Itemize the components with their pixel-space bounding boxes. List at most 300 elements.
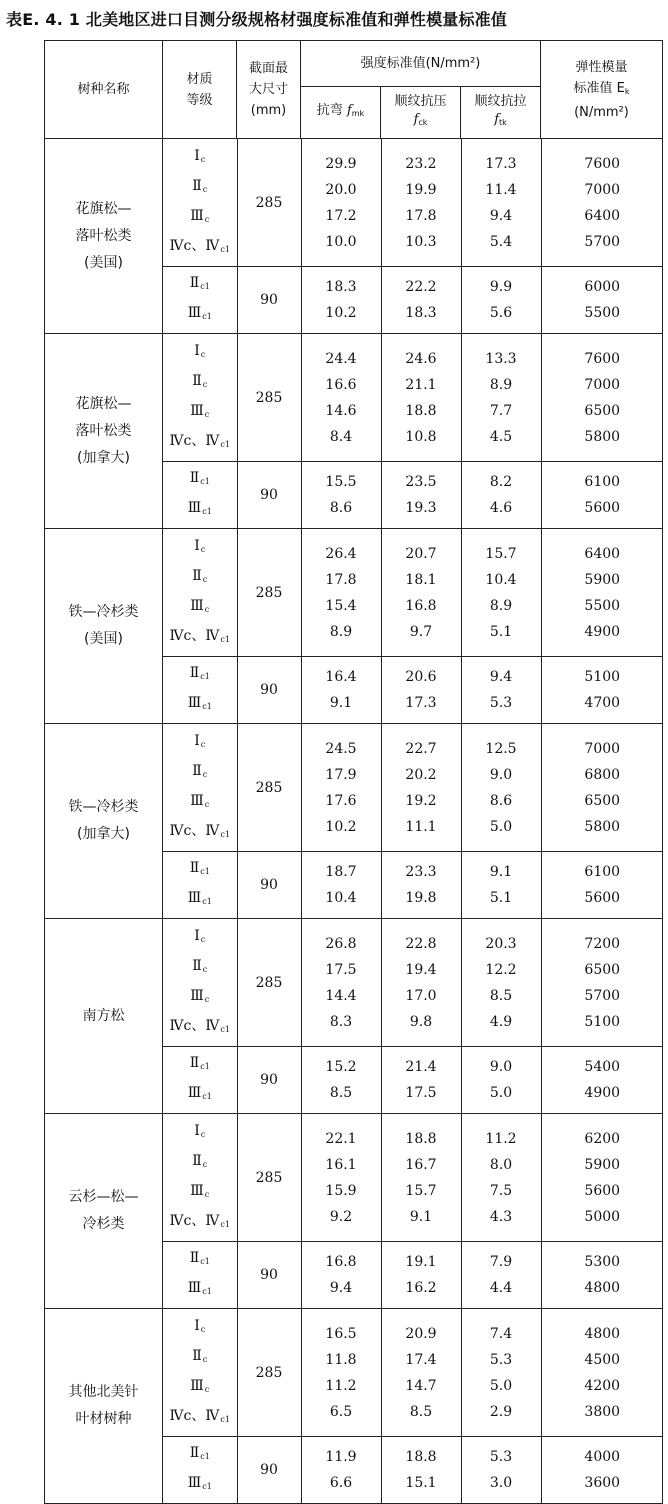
header-size-line1: 截面最	[248, 61, 288, 76]
species-name-line: 落叶松类	[75, 227, 132, 244]
max-size-cell: 90	[237, 267, 301, 334]
ek-value: 6800	[584, 766, 621, 783]
ftk-value: 5.0	[489, 818, 513, 835]
species-group-row	[45, 919, 663, 1114]
ftk-value: 7.7	[489, 402, 513, 419]
ftk-value: 8.2	[489, 474, 513, 490]
fck-value: 16.8	[405, 597, 437, 614]
fck-value: 24.6	[405, 350, 437, 367]
grade-value	[194, 533, 205, 563]
header-compression	[381, 87, 461, 139]
fck-value: 18.8	[405, 1130, 437, 1147]
table-body	[45, 139, 663, 1504]
grade-subscript: c1	[202, 897, 212, 906]
fmk-value: 17.9	[325, 766, 357, 783]
size-285-block	[163, 724, 663, 852]
group-values-table	[163, 529, 663, 723]
grade-subscript: c	[200, 349, 206, 359]
species-name-line: (美国)	[84, 631, 123, 647]
header-size-line3: (mm)	[250, 103, 287, 118]
max-size-cell: 90	[237, 1047, 301, 1114]
grade-numeral: Ⅰ	[194, 927, 200, 944]
grade-column-cell	[163, 1309, 237, 1437]
ftk-value: 7.5	[489, 1182, 513, 1199]
grade-subscript: c	[204, 409, 210, 419]
max-size-cell: 90	[237, 1242, 301, 1309]
grade-numeral: Ⅳc、Ⅳ	[169, 822, 220, 839]
header-tension	[461, 87, 541, 139]
max-size-cell: 285	[237, 529, 301, 657]
header-bending-symbol: f	[346, 103, 352, 118]
grade-numeral: Ⅳc、Ⅳ	[169, 237, 220, 254]
header-compression-sub: ck	[418, 118, 428, 127]
grade-column-cell	[163, 1242, 237, 1309]
header-bending-sub: mk	[351, 109, 365, 118]
ek-column-cell	[541, 139, 663, 267]
header-bending-label: 抗弯	[316, 103, 343, 118]
grade-value	[190, 398, 209, 428]
grade-subscript: c1	[220, 1219, 230, 1229]
ftk-value: 8.9	[489, 597, 513, 614]
grade-value	[188, 1470, 212, 1500]
header-modulus	[541, 41, 663, 139]
grade-column-cell	[163, 267, 237, 334]
species-name-line: 其他北美针	[68, 1384, 139, 1400]
ftk-value: 13.3	[485, 350, 517, 367]
ftk-column-cell	[461, 529, 541, 657]
grade-numeral: Ⅲ	[190, 597, 204, 614]
ek-value: 4700	[584, 695, 621, 711]
max-size-cell: 90	[237, 462, 301, 529]
fmk-value: 20.0	[325, 181, 357, 198]
species-name-cell	[45, 1114, 163, 1309]
fck-value: 19.2	[405, 792, 437, 809]
fmk-value: 10.4	[325, 890, 357, 906]
size-90-block	[163, 657, 663, 724]
fck-value: 17.0	[405, 987, 437, 1004]
grade-column-cell	[163, 657, 237, 724]
grade-value	[190, 1178, 209, 1208]
grade-column-cell	[163, 919, 237, 1047]
fck-value: 20.6	[405, 669, 437, 685]
grade-subscript: c	[200, 544, 206, 554]
grade-value	[190, 855, 210, 885]
grade-numeral: Ⅱ	[189, 275, 200, 291]
fck-value: 22.8	[405, 935, 437, 952]
fck-value: 19.3	[405, 500, 437, 516]
grade-subscript: c1	[202, 1092, 212, 1101]
grade-numeral: Ⅲ	[187, 1475, 202, 1491]
ek-value: 6100	[584, 474, 621, 490]
grade-numeral: Ⅱ	[189, 860, 200, 876]
fck-column-cell	[381, 334, 461, 462]
species-name-line: 铁—冷杉类	[68, 799, 139, 815]
ftk-column-cell	[461, 139, 541, 267]
ek-value: 3800	[584, 1403, 621, 1420]
fck-value: 20.7	[405, 545, 437, 562]
grade-value	[192, 758, 207, 788]
header-species	[45, 41, 163, 139]
header-size-line2: 大尺寸	[248, 82, 288, 97]
ftk-column-cell	[461, 1309, 541, 1437]
fmk-value: 11.8	[325, 1351, 357, 1368]
ftk-value: 9.0	[489, 766, 513, 783]
grade-subscript: c1	[200, 672, 210, 681]
ftk-value: 5.6	[489, 305, 513, 321]
grade-subscript: c	[204, 604, 210, 614]
fck-value: 10.3	[405, 233, 437, 250]
grade-subscript: c1	[200, 477, 210, 486]
size-90-block	[163, 1047, 663, 1114]
ek-value: 5000	[584, 1208, 621, 1225]
ek-column-cell	[541, 529, 663, 657]
header-modulus-sub: k	[624, 86, 630, 96]
ftk-value: 9.9	[489, 279, 513, 295]
species-group-row	[45, 139, 663, 334]
grade-subscript: c1	[220, 829, 230, 839]
fck-value: 19.4	[405, 961, 437, 978]
fmk-column-cell	[301, 529, 381, 657]
ftk-value: 8.0	[489, 1156, 513, 1173]
fck-value: 18.1	[405, 571, 437, 588]
fmk-value: 16.8	[325, 1254, 357, 1270]
grade-subscript: c	[200, 1129, 206, 1139]
ftk-value: 9.4	[489, 207, 513, 224]
ek-value: 5800	[584, 818, 621, 835]
grade-value	[188, 1080, 212, 1110]
grade-numeral: Ⅱ	[192, 372, 202, 389]
ek-value: 6200	[584, 1130, 621, 1147]
grade-value	[190, 270, 210, 300]
ftk-value: 12.5	[485, 740, 517, 757]
ek-value: 5400	[584, 1059, 621, 1075]
ek-value: 5900	[584, 571, 621, 588]
grade-numeral: Ⅱ	[189, 1445, 200, 1461]
ftk-column-cell	[461, 1437, 541, 1504]
ek-column-cell	[541, 657, 663, 724]
group-values-table	[163, 139, 663, 333]
fmk-value: 10.0	[325, 233, 357, 250]
ek-value: 5600	[584, 1182, 621, 1199]
grade-value	[190, 465, 210, 495]
grade-value	[190, 1245, 210, 1275]
header-tension-symbol: f	[494, 112, 500, 127]
ek-column-cell	[541, 267, 663, 334]
ftk-column-cell	[461, 1114, 541, 1242]
fck-value: 23.5	[405, 474, 437, 490]
fck-value: 9.1	[409, 1208, 433, 1225]
ftk-value: 4.3	[489, 1208, 513, 1225]
fck-column-cell	[381, 139, 461, 267]
max-size-cell: 90	[237, 852, 301, 919]
fmk-value: 15.5	[325, 474, 357, 490]
grade-subscript: c1	[202, 312, 212, 321]
grade-subscript: c	[202, 1159, 208, 1169]
grade-subscript: c1	[220, 244, 230, 254]
grade-subscript: c1	[200, 867, 210, 876]
ftk-value: 5.3	[489, 1449, 513, 1465]
fck-value: 21.4	[405, 1059, 437, 1075]
species-name-cell	[45, 1309, 163, 1504]
ek-column-cell	[541, 724, 663, 852]
fmk-value: 14.4	[325, 987, 357, 1004]
fmk-value: 10.2	[325, 305, 357, 321]
grade-subscript: c	[200, 1324, 206, 1334]
grade-value	[194, 728, 205, 758]
grade-value	[194, 338, 205, 368]
max-size-cell: 285	[237, 724, 301, 852]
ftk-value: 3.0	[489, 1475, 513, 1491]
size-285-block	[163, 1309, 663, 1437]
grade-numeral: Ⅱ	[189, 1250, 200, 1266]
header-modulus-line2-text: 标准值 E	[573, 80, 625, 96]
grade-column-cell	[163, 334, 237, 462]
grade-value	[170, 233, 230, 263]
ftk-value: 8.5	[489, 987, 513, 1004]
ftk-column-cell	[461, 724, 541, 852]
grade-subscript: c	[200, 934, 206, 944]
ftk-value: 5.3	[489, 1351, 513, 1368]
ftk-value: 11.2	[485, 1130, 517, 1147]
ftk-value: 5.3	[489, 695, 513, 711]
ftk-value: 5.0	[489, 1085, 513, 1101]
fmk-value: 17.5	[325, 961, 357, 978]
ftk-value: 2.9	[489, 1403, 513, 1420]
fmk-value: 10.2	[325, 818, 357, 835]
fmk-value: 26.4	[325, 545, 357, 562]
ek-value: 5700	[584, 987, 621, 1004]
fmk-value: 6.5	[329, 1403, 353, 1420]
species-group-row	[45, 334, 663, 529]
ftk-value: 9.4	[489, 669, 513, 685]
header-modulus-line3: (N/mm²)	[574, 104, 629, 120]
ek-value: 5600	[584, 500, 621, 516]
grade-subscript: c1	[220, 1414, 230, 1424]
grade-value	[190, 983, 209, 1013]
fck-value: 19.9	[405, 181, 437, 198]
grade-subscript: c1	[220, 439, 230, 449]
grade-numeral: Ⅰ	[194, 1317, 200, 1334]
group-values-cell	[163, 334, 663, 529]
grade-value	[194, 1313, 205, 1343]
ek-value: 6500	[584, 961, 621, 978]
ftk-column-cell	[461, 267, 541, 334]
fmk-value: 22.1	[325, 1130, 357, 1147]
grade-value	[170, 623, 230, 653]
fck-column-cell	[381, 1114, 461, 1242]
fmk-value: 26.8	[325, 935, 357, 952]
fmk-value: 24.4	[325, 350, 357, 367]
ek-value: 7000	[584, 376, 621, 393]
ek-value: 6500	[584, 792, 621, 809]
fck-value: 16.7	[405, 1156, 437, 1173]
group-values-table	[163, 1309, 663, 1503]
fmk-value: 15.2	[325, 1059, 357, 1075]
species-name-line: 花旗松—	[75, 395, 132, 412]
grade-numeral: Ⅲ	[190, 402, 204, 419]
fmk-value: 8.9	[329, 623, 353, 640]
fmk-column-cell	[301, 919, 381, 1047]
grade-value	[170, 818, 230, 848]
fmk-column-cell	[301, 657, 381, 724]
fmk-value: 29.9	[325, 155, 357, 172]
ftk-column-cell	[461, 1242, 541, 1309]
grade-value	[170, 1208, 230, 1238]
grade-value	[188, 1275, 212, 1305]
grade-column-cell	[163, 529, 237, 657]
species-name-line: (加拿大)	[77, 449, 130, 466]
ek-value: 6100	[584, 864, 621, 880]
ek-value: 4800	[584, 1325, 621, 1342]
ek-value: 5700	[584, 233, 621, 250]
ftk-value: 4.9	[489, 1013, 513, 1030]
fck-column-cell	[381, 724, 461, 852]
fck-column-cell	[381, 1309, 461, 1437]
species-name-line: 南方松	[82, 1007, 125, 1024]
grade-subscript: c1	[202, 1482, 212, 1491]
header-size	[237, 41, 301, 139]
species-name-line: 铁—冷杉类	[68, 604, 139, 620]
header-bending	[301, 87, 381, 139]
species-name-cell	[45, 139, 163, 334]
fmk-value: 8.4	[329, 428, 353, 445]
grade-numeral: Ⅱ	[192, 957, 202, 974]
group-values-cell	[163, 1309, 663, 1504]
species-group-row	[45, 529, 663, 724]
ftk-column-cell	[461, 334, 541, 462]
grade-value	[194, 923, 205, 953]
group-values-cell	[163, 724, 663, 919]
grade-subscript: c	[204, 799, 210, 809]
grade-value	[190, 1050, 210, 1080]
ek-column-cell	[541, 1242, 663, 1309]
fmk-value: 17.2	[325, 207, 357, 224]
ek-value: 5900	[584, 1156, 621, 1173]
fmk-value: 8.3	[329, 1013, 353, 1030]
grade-numeral: Ⅱ	[189, 1055, 200, 1071]
grade-numeral: Ⅰ	[194, 147, 200, 164]
fck-value: 10.8	[405, 428, 437, 445]
ek-value: 5100	[584, 669, 621, 685]
table-title: 表E. 4. 1 北美地区进口目测分级规格材强度标准值和弹性模量标准值	[6, 10, 508, 29]
ek-column-cell	[541, 919, 663, 1047]
grade-numeral: Ⅲ	[190, 987, 204, 1004]
grade-numeral: Ⅱ	[189, 470, 200, 486]
grade-value	[192, 368, 207, 398]
ek-column-cell	[541, 462, 663, 529]
ek-value: 5500	[584, 305, 621, 321]
grade-numeral: Ⅲ	[190, 792, 204, 809]
fmk-column-cell	[301, 1242, 381, 1309]
grade-subscript: c1	[202, 1287, 212, 1296]
header-grade-line1: 材质	[186, 71, 213, 87]
ek-column-cell	[541, 852, 663, 919]
ftk-value: 17.3	[485, 155, 517, 172]
group-values-cell	[163, 139, 663, 334]
ek-value: 5100	[584, 1013, 621, 1030]
fmk-value: 17.8	[325, 571, 357, 588]
grade-subscript: c	[204, 214, 210, 224]
ftk-value: 7.4	[489, 1325, 513, 1342]
ek-value: 7600	[584, 155, 621, 172]
grade-column-cell	[163, 852, 237, 919]
species-name-line: 冷杉类	[82, 1216, 125, 1232]
fck-value: 9.8	[409, 1013, 433, 1030]
ek-column-cell	[541, 1114, 663, 1242]
ek-value: 6500	[584, 402, 621, 419]
fmk-value: 8.5	[329, 1085, 353, 1101]
grade-subscript: c	[204, 1189, 210, 1199]
fck-value: 16.2	[405, 1280, 437, 1296]
ek-value: 6400	[584, 207, 621, 224]
fmk-column-cell	[301, 334, 381, 462]
fck-value: 17.4	[405, 1351, 437, 1368]
grade-column-cell	[163, 1114, 237, 1242]
grade-value	[194, 143, 205, 173]
fmk-value: 15.4	[325, 597, 357, 614]
max-size-cell: 285	[237, 334, 301, 462]
fck-value: 20.9	[405, 1325, 437, 1342]
grade-value	[190, 1440, 210, 1470]
size-285-block	[163, 919, 663, 1047]
grade-value	[188, 885, 212, 915]
grade-value	[170, 1013, 230, 1043]
fmk-column-cell	[301, 1047, 381, 1114]
ftk-value: 4.5	[489, 428, 513, 445]
header-grade	[163, 41, 237, 139]
species-name-line: 云杉—松—	[68, 1189, 139, 1205]
grade-column-cell	[163, 724, 237, 852]
grade-numeral: Ⅲ	[187, 500, 202, 516]
fmk-value: 9.4	[329, 1280, 353, 1296]
fmk-value: 16.5	[325, 1325, 357, 1342]
grade-value	[192, 953, 207, 983]
size-90-block	[163, 1437, 663, 1504]
fmk-value: 18.3	[325, 279, 357, 295]
ek-value: 5300	[584, 1254, 621, 1270]
fmk-column-cell	[301, 1309, 381, 1437]
species-name-line: (美国)	[84, 254, 123, 271]
grade-subscript: c	[200, 739, 206, 749]
ek-column-cell	[541, 1437, 663, 1504]
fmk-value: 17.6	[325, 792, 357, 809]
ftk-column-cell	[461, 919, 541, 1047]
fck-column-cell	[381, 1437, 461, 1504]
ftk-column-cell	[461, 1047, 541, 1114]
group-values-cell	[163, 919, 663, 1114]
fck-value: 18.3	[405, 305, 437, 321]
fck-value: 20.2	[405, 766, 437, 783]
fck-column-cell	[381, 529, 461, 657]
grade-subscript: c	[202, 1354, 208, 1364]
grade-subscript: c	[204, 1384, 210, 1394]
ek-value: 5500	[584, 597, 621, 614]
header-compression-label: 顺纹抗压	[394, 94, 447, 109]
max-size-cell: 90	[237, 657, 301, 724]
fck-value: 18.8	[405, 1449, 437, 1465]
fck-value: 22.7	[405, 740, 437, 757]
grade-numeral: Ⅱ	[192, 762, 202, 779]
fmk-value: 15.9	[325, 1182, 357, 1199]
fmk-column-cell	[301, 462, 381, 529]
grade-column-cell	[163, 139, 237, 267]
grade-subscript: c	[202, 964, 208, 974]
ek-value: 4500	[584, 1351, 621, 1368]
fmk-column-cell	[301, 1114, 381, 1242]
group-values-table	[163, 724, 663, 918]
grade-column-cell	[163, 462, 237, 529]
header-modulus-line2	[541, 78, 662, 102]
